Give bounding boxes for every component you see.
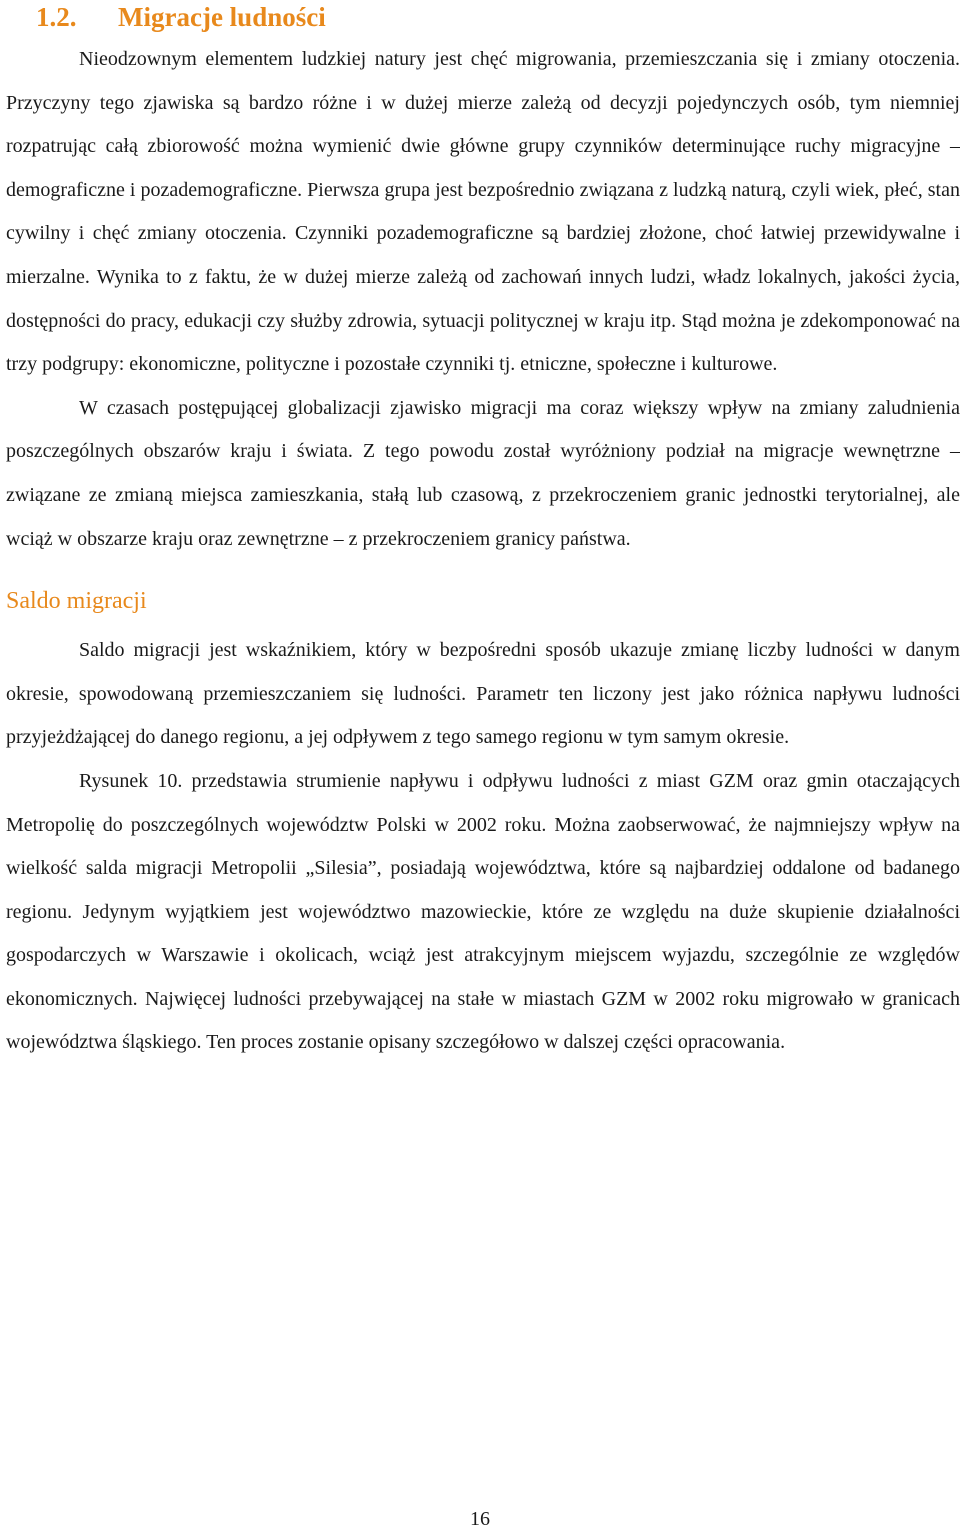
document-page bbox=[6, 0, 960, 1065]
paragraph-migration-factors: Nieodzownym elementem ludzkiej natury jest chęć migrowania, przemieszczania się i zmiany otoczenia. Przyczyny tego zjawiska są bardzo różne i w dużej mierze zależą od decyzji pojedynczych osób, tym niemniej rozpatrując całą zbiorowość można wymienić dwie główne grupy czynników determinujące ruchy migracyjne – demograficzne i pozademograficzne. Pierwsza grupa jest bezpośrednio związana z ludzką naturą, czyli wiek, płeć, stan cywilny i chęć zmiany otoczenia. Czynniki pozademograficzne są bardziej złożone, choć łatwiej przewidywalne i mierzalne. Wynika to z faktu, że w dużej mierze zależą od zachowań innych ludzi, władz lokalnych, jakości życia, dostępności do pracy, edukacji czy służby zdrowia, sytuacji politycznej w kraju itp. Stąd można je zdekomponować na trzy podgrupy: ekonomiczne, polityczne i pozostałe czynniki tj. etniczne, społeczne i kulturowe. bbox=[6, 48, 960, 376]
paragraph-saldo-definition: Saldo migracji jest wskaźnikiem, który w bezpośredni sposób ukazuje zmianę liczby ludności w danym okresie, spowodowaną przemieszczaniem się ludności. Parametr ten liczony jest jako różnica napływu ludności przyjeżdżającej do danego regionu, a jej odpływem z tego samego regionu w tym samym okresie. bbox=[6, 639, 960, 749]
paragraph-figure-description: Rysunek 10. przedstawia strumienie napływu i odpływu ludności z miast GZM oraz gmin otaczających Metropolię do poszczególnych województw Polski w 2002 roku. Można zaobserwować, że najmniejszy wpływ na wielkość salda migracji Metropolii „Silesia”, posiadają województwa, które są najbardziej oddalone od badanego regionu. Jedynym wyjątkiem jest województwo mazowieckie, które ze względu na duże skupienie działalności gospodarczych w Warszawie i okolicach, wciąż jest atrakcyjnym miejscem wyjazdu, szczególnie ze względów ekonomicznych. Najwięcej ludności przebywającej na stałe w miastach GZM w 2002 roku migrowało w granicach województwa śląskiego. Ten proces zostanie opisany szczegółowo w dalszej części opracowania. bbox=[6, 769, 960, 1054]
subheading-saldo-migracji: Saldo migracji bbox=[6, 588, 147, 615]
section-heading bbox=[6, 0, 960, 34]
section-title: Migracje ludności bbox=[118, 2, 326, 32]
section-number: 1.2. bbox=[36, 2, 77, 32]
page-number: 16 bbox=[470, 1508, 490, 1530]
paragraph-globalization: W czasach postępującej globalizacji zjawisko migracji ma coraz większy wpływ na zmiany zaludnienia poszczególnych obszarów kraju i świata. Z tego powodu został wyróżniony podział na migracje wewnętrzne – związane ze zmianą miejsca zamieszkania, stałą lub czasową, z przekroczeniem granic jednostki terytorialnej, ale wciąż w obszarze kraju oraz zewnętrzne – z przekroczeniem granicy państwa. bbox=[6, 396, 960, 550]
